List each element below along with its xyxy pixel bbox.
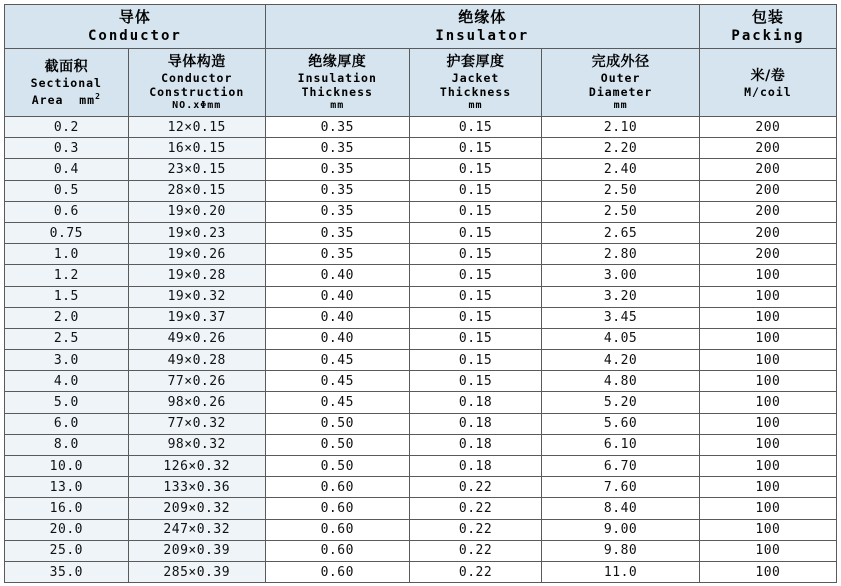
table-cell: 100 <box>699 307 836 328</box>
table-cell: 209×0.32 <box>128 498 265 519</box>
column-header-jacket-thickness-cn: 护套厚度 <box>446 54 505 70</box>
table-cell: 200 <box>699 159 836 180</box>
table-cell: 0.40 <box>265 265 409 286</box>
column-header-outer-diameter <box>542 49 699 117</box>
table-cell: 28×0.15 <box>128 180 265 201</box>
table-body <box>5 117 837 583</box>
table-row <box>5 138 837 159</box>
table-cell: 0.50 <box>265 434 409 455</box>
table-row <box>5 392 837 413</box>
specification-table <box>4 4 837 583</box>
table-cell: 0.15 <box>409 307 542 328</box>
table-cell: 19×0.28 <box>128 265 265 286</box>
table-cell: 2.50 <box>542 201 699 222</box>
table-cell: 0.60 <box>265 540 409 561</box>
table-header <box>5 5 837 117</box>
table-cell: 100 <box>699 498 836 519</box>
table-cell: 3.00 <box>542 265 699 286</box>
table-cell: 0.3 <box>5 138 129 159</box>
table-cell: 0.15 <box>409 117 542 138</box>
table-cell: 100 <box>699 413 836 434</box>
table-cell: 6.70 <box>542 456 699 477</box>
table-cell: 100 <box>699 328 836 349</box>
table-cell: 1.2 <box>5 265 129 286</box>
table-cell: 8.40 <box>542 498 699 519</box>
table-cell: 0.35 <box>265 180 409 201</box>
table-cell: 5.20 <box>542 392 699 413</box>
table-cell: 0.35 <box>265 222 409 243</box>
table-cell: 0.18 <box>409 434 542 455</box>
table-cell: 2.5 <box>5 328 129 349</box>
column-header-insulation-thickness-cn: 绝缘厚度 <box>308 54 367 70</box>
table-cell: 0.15 <box>409 138 542 159</box>
column-header-outer-diameter-cn: 完成外径 <box>591 54 650 70</box>
table-row <box>5 159 837 180</box>
table-cell: 100 <box>699 519 836 540</box>
table-cell: 100 <box>699 540 836 561</box>
column-header-jacket-thickness <box>409 49 542 117</box>
table-cell: 0.60 <box>265 498 409 519</box>
group-header-packing <box>699 5 836 49</box>
table-cell: 19×0.20 <box>128 201 265 222</box>
table-cell: 100 <box>699 286 836 307</box>
table-row <box>5 561 837 582</box>
table-row <box>5 244 837 265</box>
table-cell: 0.15 <box>409 180 542 201</box>
table-row <box>5 434 837 455</box>
table-cell: 20.0 <box>5 519 129 540</box>
table-cell: 0.15 <box>409 328 542 349</box>
table-cell: 0.4 <box>5 159 129 180</box>
table-cell: 8.0 <box>5 434 129 455</box>
table-cell: 10.0 <box>5 456 129 477</box>
table-cell: 13.0 <box>5 477 129 498</box>
table-cell: 0.15 <box>409 244 542 265</box>
table-cell: 6.0 <box>5 413 129 434</box>
table-cell: 2.20 <box>542 138 699 159</box>
group-header-insulator-cn: 绝缘体 <box>458 8 507 26</box>
table-cell: 0.15 <box>409 222 542 243</box>
column-header-conductor-construction-cn: 导体构造 <box>167 54 226 70</box>
table-cell: 49×0.26 <box>128 328 265 349</box>
table-cell: 2.10 <box>542 117 699 138</box>
table-cell: 200 <box>699 117 836 138</box>
table-cell: 11.0 <box>542 561 699 582</box>
spec-sheet <box>0 4 841 586</box>
table-cell: 0.50 <box>265 413 409 434</box>
table-cell: 0.15 <box>409 350 542 371</box>
table-cell: 0.60 <box>265 561 409 582</box>
table-cell: 0.22 <box>409 477 542 498</box>
group-header-conductor-en: Conductor <box>87 28 182 44</box>
column-header-packing-coil-en: M/coil <box>744 84 792 99</box>
table-cell: 19×0.32 <box>128 286 265 307</box>
table-cell: 77×0.32 <box>128 413 265 434</box>
table-row <box>5 477 837 498</box>
table-cell: 0.15 <box>409 265 542 286</box>
table-cell: 0.5 <box>5 180 129 201</box>
table-row <box>5 307 837 328</box>
table-cell: 200 <box>699 138 836 159</box>
table-cell: 0.6 <box>5 201 129 222</box>
table-cell: 0.75 <box>5 222 129 243</box>
table-cell: 16×0.15 <box>128 138 265 159</box>
table-cell: 0.15 <box>409 201 542 222</box>
table-cell: 100 <box>699 477 836 498</box>
table-row <box>5 519 837 540</box>
table-cell: 0.35 <box>265 138 409 159</box>
table-cell: 1.0 <box>5 244 129 265</box>
group-header-insulator-en: Insulator <box>435 28 530 44</box>
table-cell: 0.40 <box>265 307 409 328</box>
table-cell: 9.00 <box>542 519 699 540</box>
group-header-row <box>5 5 837 49</box>
column-header-outer-diameter-en: Outer Diameter <box>588 71 653 99</box>
table-cell: 0.18 <box>409 456 542 477</box>
table-cell: 2.65 <box>542 222 699 243</box>
table-cell: 3.0 <box>5 350 129 371</box>
column-header-jacket-thickness-unit: mm <box>468 100 483 111</box>
table-cell: 6.10 <box>542 434 699 455</box>
table-row <box>5 180 837 201</box>
table-cell: 4.0 <box>5 371 129 392</box>
table-cell: 12×0.15 <box>128 117 265 138</box>
table-cell: 0.22 <box>409 498 542 519</box>
table-cell: 126×0.32 <box>128 456 265 477</box>
table-cell: 0.45 <box>265 392 409 413</box>
table-cell: 0.22 <box>409 519 542 540</box>
table-cell: 0.22 <box>409 561 542 582</box>
column-header-insulation-thickness-en: Insulation Thickness <box>297 71 377 99</box>
table-cell: 0.35 <box>265 159 409 180</box>
table-cell: 200 <box>699 201 836 222</box>
table-row <box>5 286 837 307</box>
column-header-conductor-construction <box>128 49 265 117</box>
table-cell: 100 <box>699 371 836 392</box>
table-cell: 133×0.36 <box>128 477 265 498</box>
table-cell: 5.60 <box>542 413 699 434</box>
table-cell: 23×0.15 <box>128 159 265 180</box>
table-cell: 7.60 <box>542 477 699 498</box>
table-cell: 0.2 <box>5 117 129 138</box>
table-cell: 4.20 <box>542 350 699 371</box>
table-cell: 2.40 <box>542 159 699 180</box>
table-row <box>5 371 837 392</box>
table-cell: 98×0.32 <box>128 434 265 455</box>
table-cell: 0.15 <box>409 159 542 180</box>
column-header-conductor-construction-en: Conductor Construction <box>149 71 245 99</box>
table-cell: 200 <box>699 180 836 201</box>
table-row <box>5 413 837 434</box>
column-header-packing-coil <box>699 49 836 117</box>
table-cell: 100 <box>699 561 836 582</box>
table-cell: 0.60 <box>265 477 409 498</box>
table-cell: 0.40 <box>265 328 409 349</box>
table-cell: 0.35 <box>265 117 409 138</box>
table-cell: 4.05 <box>542 328 699 349</box>
column-header-insulation-thickness <box>265 49 409 117</box>
column-header-sectional-area-en: Sectional Area $mm^2$ <box>30 76 102 107</box>
table-cell: 100 <box>699 392 836 413</box>
table-cell: 1.5 <box>5 286 129 307</box>
table-cell: 0.35 <box>265 244 409 265</box>
table-cell: 0.60 <box>265 519 409 540</box>
table-cell: 19×0.37 <box>128 307 265 328</box>
table-cell: 2.50 <box>542 180 699 201</box>
table-cell: 0.15 <box>409 286 542 307</box>
table-cell: 0.45 <box>265 371 409 392</box>
table-row <box>5 117 837 138</box>
table-cell: 35.0 <box>5 561 129 582</box>
table-cell: 0.18 <box>409 413 542 434</box>
group-header-insulator <box>265 5 699 49</box>
column-header-insulation-thickness-unit: mm <box>330 100 345 111</box>
table-row <box>5 201 837 222</box>
table-cell: 200 <box>699 222 836 243</box>
table-cell: 100 <box>699 434 836 455</box>
column-header-conductor-construction-unit: NO.xΦmm <box>172 100 222 111</box>
table-cell: 4.80 <box>542 371 699 392</box>
table-cell: 19×0.23 <box>128 222 265 243</box>
table-cell: 16.0 <box>5 498 129 519</box>
group-header-conductor <box>5 5 266 49</box>
table-cell: 25.0 <box>5 540 129 561</box>
table-row <box>5 456 837 477</box>
group-header-packing-cn: 包装 <box>751 8 784 26</box>
table-cell: 98×0.26 <box>128 392 265 413</box>
column-header-jacket-thickness-en: Jacket Thickness <box>439 71 512 99</box>
group-header-packing-en: Packing <box>731 28 805 44</box>
table-row <box>5 350 837 371</box>
table-row <box>5 222 837 243</box>
table-cell: 209×0.39 <box>128 540 265 561</box>
table-cell: 100 <box>699 456 836 477</box>
table-row <box>5 498 837 519</box>
table-cell: 0.45 <box>265 350 409 371</box>
table-cell: 2.0 <box>5 307 129 328</box>
table-cell: 19×0.26 <box>128 244 265 265</box>
table-cell: 200 <box>699 244 836 265</box>
table-row <box>5 328 837 349</box>
table-cell: 49×0.28 <box>128 350 265 371</box>
table-cell: 285×0.39 <box>128 561 265 582</box>
table-cell: 77×0.26 <box>128 371 265 392</box>
column-header-sectional-area <box>5 49 129 117</box>
table-cell: 100 <box>699 265 836 286</box>
table-cell: 9.80 <box>542 540 699 561</box>
table-row <box>5 265 837 286</box>
table-cell: 0.18 <box>409 392 542 413</box>
column-header-sectional-area-cn: 截面积 <box>44 59 89 76</box>
column-header-packing-coil-cn: 米/卷 <box>750 67 786 84</box>
table-cell: 247×0.32 <box>128 519 265 540</box>
table-cell: 3.20 <box>542 286 699 307</box>
table-cell: 2.80 <box>542 244 699 265</box>
table-cell: 5.0 <box>5 392 129 413</box>
table-cell: 0.35 <box>265 201 409 222</box>
table-cell: 0.15 <box>409 371 542 392</box>
table-cell: 0.40 <box>265 286 409 307</box>
group-header-conductor-cn: 导体 <box>118 8 151 26</box>
table-cell: 3.45 <box>542 307 699 328</box>
table-row <box>5 540 837 561</box>
table-cell: 100 <box>699 350 836 371</box>
table-cell: 0.50 <box>265 456 409 477</box>
column-header-row <box>5 49 837 117</box>
column-header-outer-diameter-unit: mm <box>613 100 628 111</box>
table-cell: 0.22 <box>409 540 542 561</box>
